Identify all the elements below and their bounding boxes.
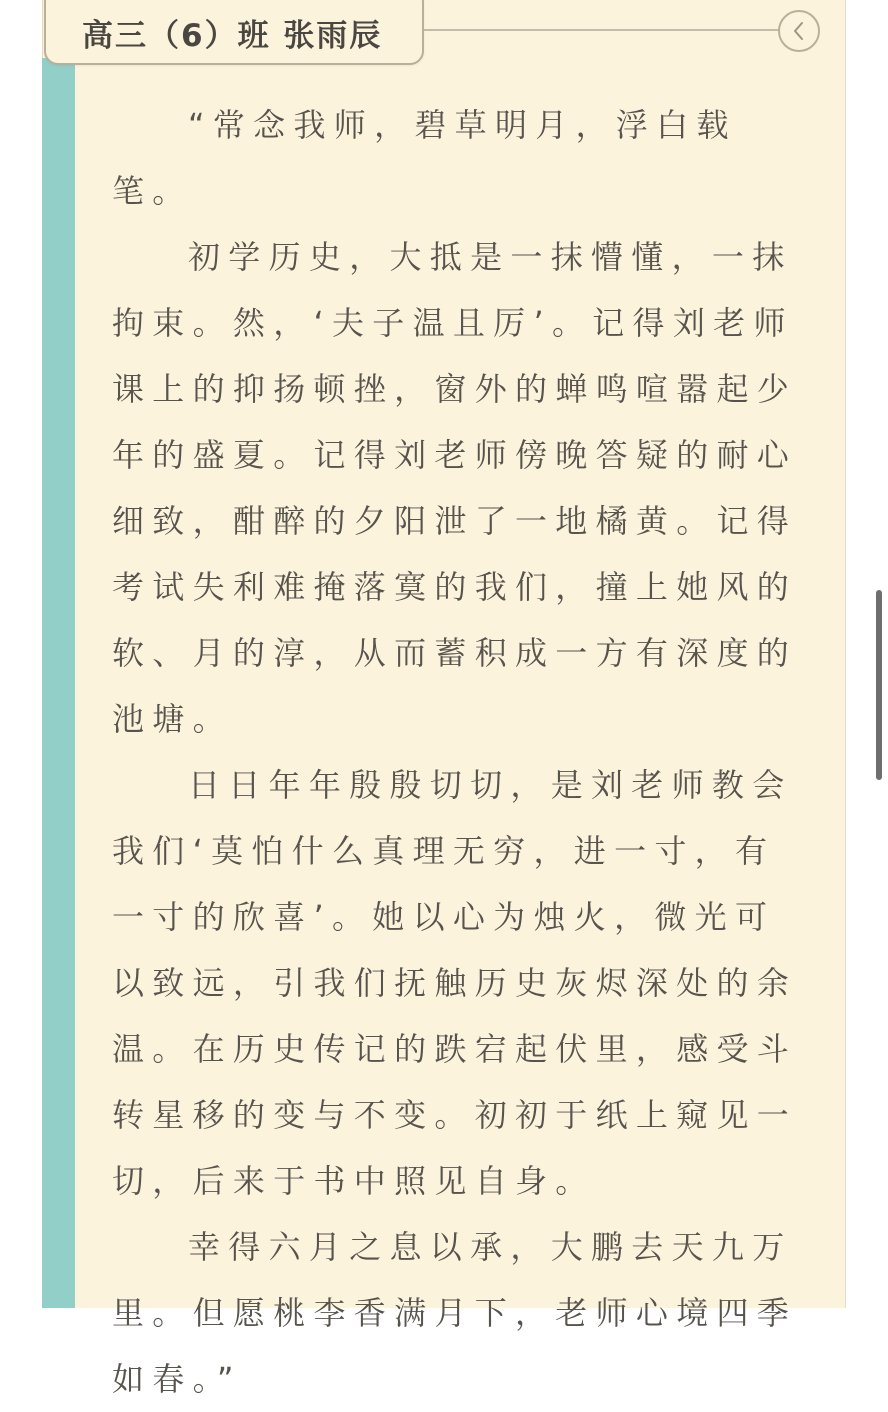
accent-strip <box>42 58 75 1308</box>
title-tab <box>44 0 424 65</box>
page-title: 高三（6）班 张雨辰 <box>82 18 383 54</box>
paragraph: “常念我师，碧草明月，浮白载笔。 <box>112 106 737 210</box>
chevron-left-icon <box>790 20 808 42</box>
paragraph: 日日年年殷殷切切，是刘老师教会我们‘莫怕什么真理无穷，进一寸，有一寸的欣喜’。她以心为烛火，微光可以致远，引我们抚触历史灰烬深处的余温。在历史传记的跌宕起伏里，感受斗转星移的变与不变。初初于纸上窥见一切，后来于书中照见自身。 <box>112 766 798 1200</box>
article-body <box>112 92 808 1412</box>
header-divider <box>424 29 780 31</box>
paragraph: 初学历史，大抵是一抹懵懂，一抹拘束。然，‘夫子温且厉’。记得刘老师课上的抑扬顿挫，窗外的蝉鸣喧嚣起少年的盛夏。记得刘老师傍晚答疑的耐心细致，酣醉的夕阳泄了一地橘黄。记得考试失利难掩落寞的我们，撞上她风的软、月的淳，从而蓄积成一方有深度的池塘。 <box>112 238 798 738</box>
scrollbar-thumb[interactable] <box>876 590 882 780</box>
paragraph: 幸得六月之息以承，大鹏去天九万里。但愿桃李香满月下，老师心境四季如春。” <box>112 1228 798 1398</box>
back-button[interactable] <box>778 10 820 52</box>
